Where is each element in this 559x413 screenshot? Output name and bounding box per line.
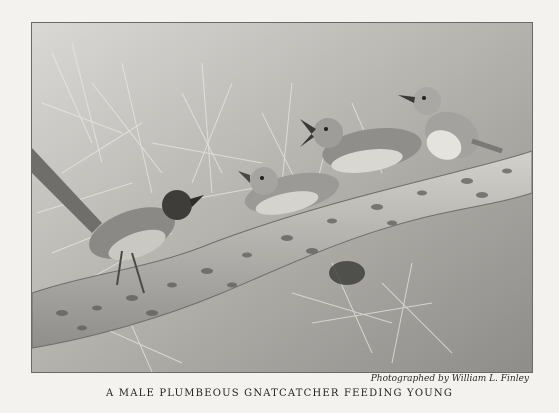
photograph-plate xyxy=(31,22,533,373)
photo-caption: A MALE PLUMBEOUS GNATCATCHER FEEDING YOUNG xyxy=(105,388,454,399)
photograph xyxy=(32,23,532,372)
photo-credit xyxy=(371,374,529,384)
photographer-name: William L. Finley xyxy=(451,374,529,384)
photo-credit-prefix: Photographed by xyxy=(370,374,449,384)
shadow-blob xyxy=(329,261,365,285)
